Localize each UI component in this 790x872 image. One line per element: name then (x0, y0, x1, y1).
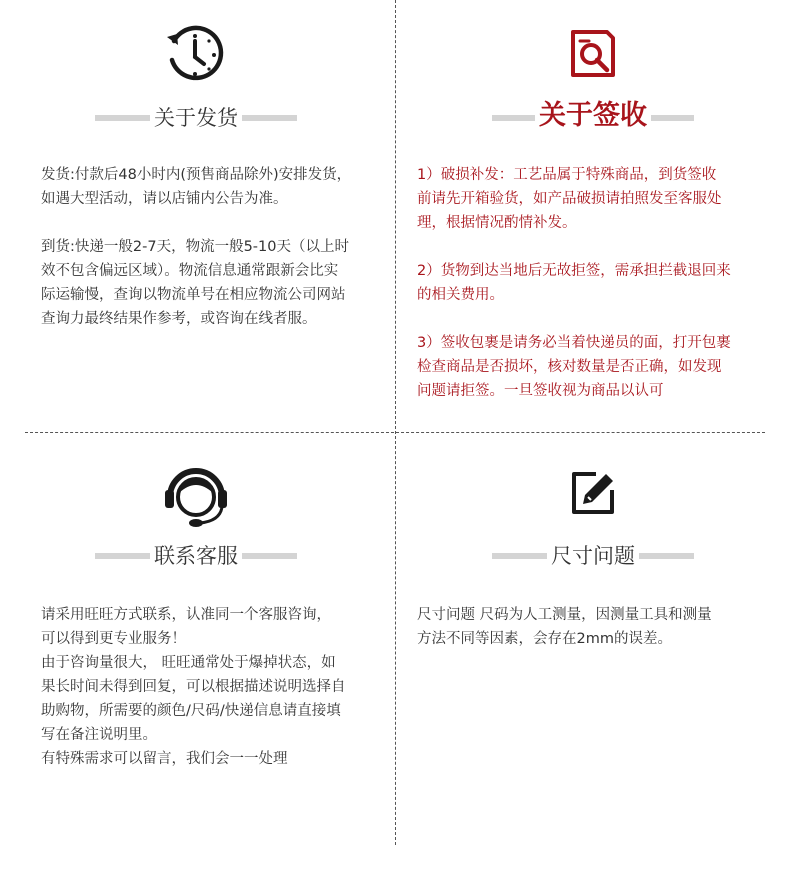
text-line: 有特殊需求可以留言，我们会一一处理 (41, 751, 288, 767)
text-line: 写在备注说明里。 (41, 727, 157, 743)
text-line: 理，根据情况酌情补发。 (417, 215, 577, 231)
text-line: 到货:快递一般2-7天，物流一般5-10天（以上时 (41, 239, 349, 255)
text-line: 际运输慢，查询以物流单号在相应物流公司网站 (41, 287, 346, 303)
size-text (417, 603, 712, 651)
text-line: 3）签收包裹是请务必当着快递员的面，打开包裹 (417, 335, 731, 351)
customer-service-headset-icon (162, 463, 230, 529)
signing-text (417, 163, 731, 403)
text-line: 2）货物到达当地后无故拒签，需承担拦截退回来 (417, 263, 731, 279)
text-line: 请采用旺旺方式联系，认准同一个客服咨询， (41, 607, 331, 623)
horizontal-divider (25, 432, 765, 433)
service-title: 联系客服 (95, 542, 297, 570)
text-line: 效不包含偏远区域）。物流信息通常跟新会比实 (41, 263, 339, 279)
clock-icon (164, 24, 226, 86)
text-line: 可以得到更专业服务！ (41, 631, 186, 647)
text-line: 的相关费用。 (417, 287, 504, 303)
text-line: 尺寸问题 尺码为人工测量，因测量工具和测量 (417, 607, 712, 623)
signing-title: 关于签收 (492, 99, 694, 133)
text-line: 方法不同等因素，会存在2mm的误差。 (417, 631, 672, 647)
text-line: 由于咨询量很大， 旺旺通常处于爆掉状态，如 (41, 655, 336, 671)
text-line: 1）破损补发：工艺品属于特殊商品，到货签收 (417, 167, 717, 183)
text-line: 前请先开箱验货，如产品破损请拍照发至客服处 (417, 191, 722, 207)
shipping-title: 关于发货 (95, 104, 297, 132)
text-line: 果长时间未得到回复，可以根据描述说明选择自 (41, 679, 346, 695)
vertical-divider (395, 0, 396, 845)
text-line: 检查商品是否损坏，核对数量是否正确，如发现 (417, 359, 722, 375)
inspect-document-icon (569, 29, 617, 79)
text-line: 发货:付款后48小时内(预售商品除外)安排发货， (41, 167, 352, 183)
text-line: 助购物，所需要的颜色/尺码/快递信息请直接填 (41, 703, 341, 719)
edit-note-icon (570, 470, 616, 516)
size-title: 尺寸问题 (492, 542, 694, 570)
service-text (41, 603, 346, 771)
text-line: 如遇大型活动，请以店铺内公告为准。 (41, 191, 288, 207)
text-line: 问题请拒签。一旦签收视为商品以认可 (417, 383, 664, 399)
text-line: 查询力最终结果作参考，或咨询在线者服。 (41, 311, 317, 327)
shipping-text (41, 163, 351, 331)
